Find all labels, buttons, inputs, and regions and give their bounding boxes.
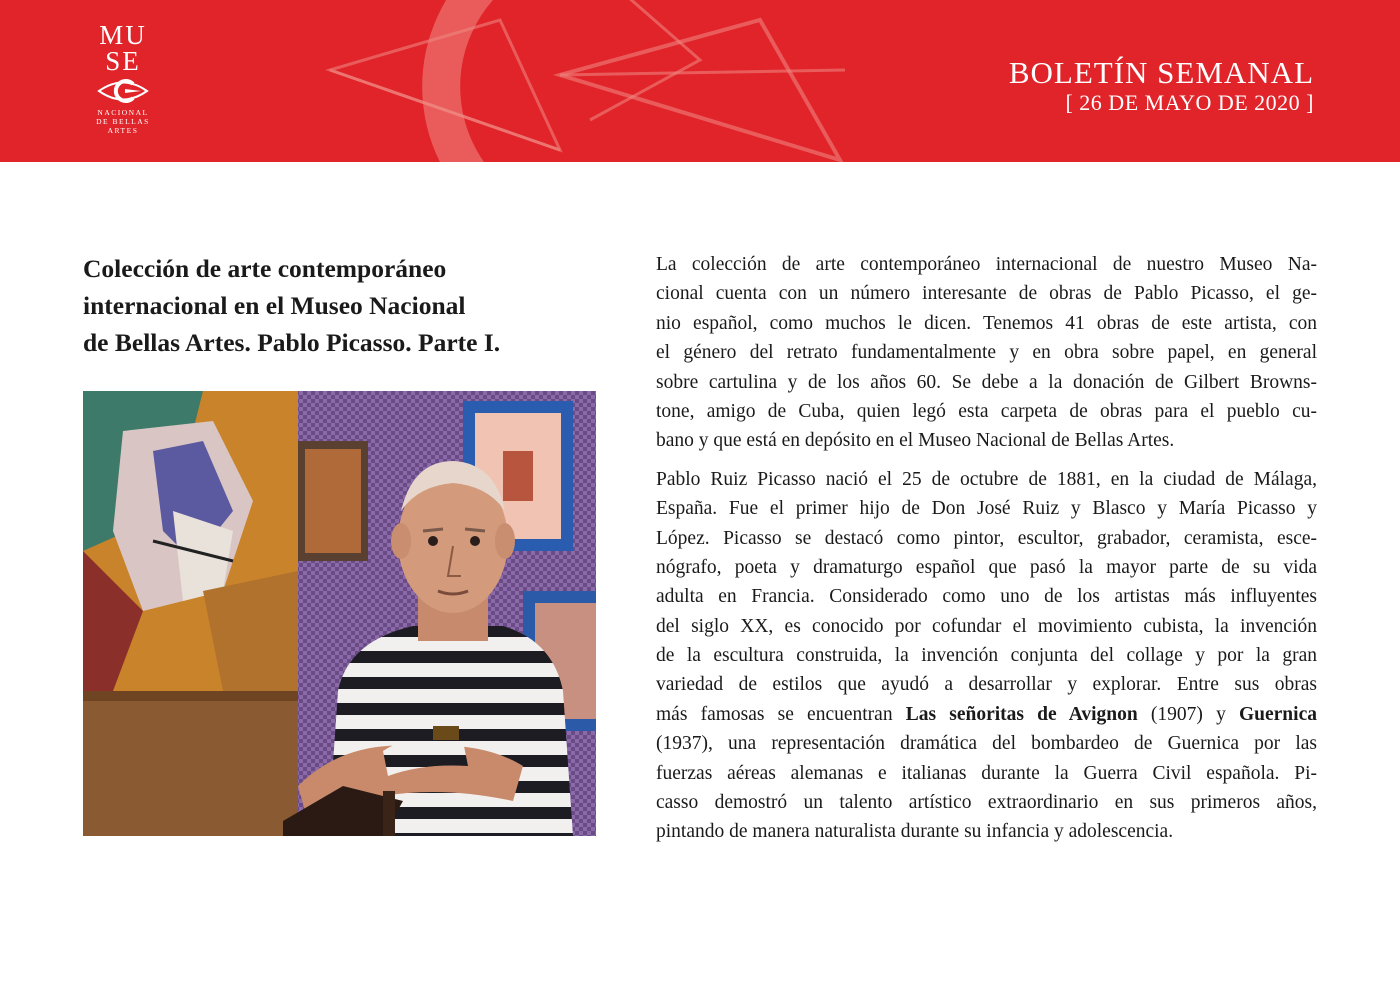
logo-text-se: SE: [105, 46, 141, 76]
article-body: [656, 250, 1317, 847]
bulletin-date: [ 26 DE MAYO DE 2020 ]: [1065, 90, 1314, 115]
text-line: bano y que está en depósito en el Museo Nacional de Bellas Artes.: [656, 430, 1175, 452]
headline-line: de Bellas Artes. Pablo Picasso. Parte I.: [83, 328, 501, 357]
text-line: sobre cartulina y de los años 60. Se debe a la donación de Gilbert Browns-: [656, 371, 1317, 393]
text-line: del siglo XX, es conocido por cofundar el movimiento cubista, la invención: [656, 615, 1317, 637]
text-line: López. Picasso se destacó como pintor, escultor, grabador, ceramista, esce-: [656, 527, 1317, 549]
eye-c-logo-icon: [93, 76, 153, 106]
works-prefix: más famosas se encuentran: [656, 703, 906, 725]
logo-subtitle-3: ARTES: [107, 126, 139, 135]
text-line: de la escultura construida, la invención conjunta del collage y por la gran: [656, 645, 1317, 667]
bulletin-title: BOLETÍN SEMANAL: [1008, 55, 1314, 90]
paragraph-gap: [656, 456, 1317, 465]
text-line: cional cuenta con un número interesante de obras de Pablo Picasso, el ge-: [656, 283, 1317, 305]
text-line: tone, amigo de Cuba, quien legó esta carpeta de obras para el pueblo cu-: [656, 400, 1317, 422]
picasso-portrait-photo: [83, 391, 596, 836]
text-line: pintando de manera naturalista durante su infancia y adolescencia.: [656, 821, 1174, 843]
logo-text-mu: MU: [99, 20, 147, 50]
text-line: La colección de arte contemporáneo internacional de nuestro Museo Na-: [656, 254, 1317, 275]
logo-subtitle-1: NACIONAL: [97, 108, 149, 117]
work-title-guernica: Guernica: [1238, 703, 1317, 725]
headline-line: internacional en el Museo Nacional: [83, 291, 466, 320]
works-middle: (1907) y: [1137, 703, 1239, 725]
article-paragraph-1: [656, 250, 1317, 456]
text-line: nio español, como muchos le dicen. Tenemos 41 obras de este artista, con: [656, 312, 1317, 334]
museum-logo[interactable]: [88, 22, 158, 144]
text-line: nógrafo, poeta y dramaturgo español que pasó la mayor parte de su vida: [656, 556, 1317, 578]
text-line: adulta en Francia. Considerado como uno de los artistas más influyentes: [656, 586, 1317, 608]
headline-line: Colección de arte contemporáneo: [83, 254, 447, 283]
text-line: el género del retrato fundamentalmente y en obra sobre papel, en general: [656, 342, 1317, 364]
text-line: casso demostró un talento artístico extraordinario en sus primeros años,: [656, 792, 1317, 814]
photo-illustration: [83, 391, 596, 836]
text-line: España. Fue el primer hijo de Don José Ruiz y Blasco y María Picasso y: [656, 498, 1317, 520]
text-line: Pablo Ruiz Picasso nació el 25 de octubre de 1881, en la ciudad de Málaga,: [656, 468, 1317, 490]
work-title-avignon: Las señoritas de Avignon: [905, 703, 1138, 725]
bulletin-heading: [1009, 56, 1314, 116]
text-line: variedad de estilos que ayudó a desarrollar y explorar. Entre sus obras: [656, 674, 1317, 696]
header-banner: [0, 0, 1400, 162]
article-paragraph-2: [656, 465, 1317, 847]
text-line-famous-works: [656, 700, 1317, 729]
logo-subtitle-2: DE BELLAS: [96, 117, 150, 126]
text-line: (1937), una representación dramática del bombardeo de Guernica por las: [656, 733, 1317, 755]
article-headline: [83, 250, 603, 361]
text-line: fuerzas aéreas alemanas e italianas durante la Guerra Civil española. Pi-: [656, 762, 1317, 784]
